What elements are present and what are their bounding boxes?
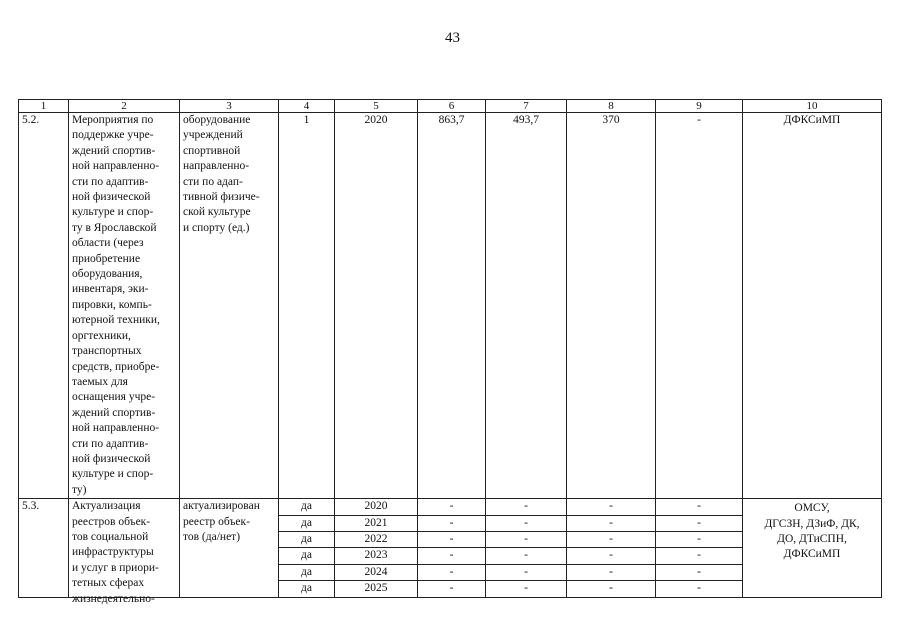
text-line: культуре и спор- (72, 206, 154, 219)
header-row (19, 100, 882, 113)
year-cell: 2022 (335, 531, 418, 547)
funding-col-7: - (486, 515, 567, 531)
text-line: спортивной (183, 144, 241, 157)
header-col-2: 2 (69, 100, 180, 113)
text-line: ной физической (72, 452, 151, 465)
text-line: ской культуре (183, 206, 251, 219)
indicator-name (180, 499, 279, 597)
text-line: инфраструктуры (72, 546, 154, 559)
text-line: актуализирован (183, 500, 260, 513)
year-cell: 2024 (335, 564, 418, 580)
funding-col-9: - (656, 531, 743, 547)
funding-total: - (418, 548, 486, 564)
header-col-8: 8 (567, 100, 656, 113)
header-col-10: 10 (743, 100, 882, 113)
year-cell: 2021 (335, 515, 418, 531)
text-line: тивной физиче- (183, 191, 260, 204)
text-line: ной направленно- (72, 160, 160, 173)
funding-col-8: - (567, 564, 656, 580)
funding-col-9: - (656, 581, 743, 597)
text-line: ту) (72, 483, 87, 496)
text-line: сти по адап- (183, 175, 243, 188)
text-line: жизнедеятельно- (72, 592, 155, 605)
funding-total: - (418, 564, 486, 580)
funding-col-8: - (567, 548, 656, 564)
funding-total: - (418, 581, 486, 597)
funding-col-7: - (486, 499, 567, 515)
funding-col-8: - (567, 581, 656, 597)
year-cell: 2020 (335, 499, 418, 515)
text-line: ной направленно- (72, 422, 160, 435)
target-value: да (279, 581, 335, 597)
text-line: реестров объек- (72, 515, 151, 528)
text-line: поддержке учре- (72, 129, 154, 142)
header-col-9: 9 (656, 100, 743, 113)
funding-total: - (418, 515, 486, 531)
text-line: ютерной техники, (72, 314, 160, 327)
funding-col-8: - (567, 531, 656, 547)
target-value: да (279, 548, 335, 564)
text-line: сти по адаптив- (72, 437, 149, 450)
funding-total: - (418, 531, 486, 547)
text-line: оборудование (183, 114, 251, 126)
text-line: ждений спортив- (72, 144, 156, 157)
funding-col-8: - (567, 515, 656, 531)
responsible-executor: ДФКСиМП (743, 113, 882, 499)
text-line: и услуг в приори- (72, 561, 159, 574)
text-line: учреждений (183, 129, 243, 142)
funding-col-9: - (656, 564, 743, 580)
header-col-7: 7 (486, 100, 567, 113)
text-line: Актуализация (72, 500, 141, 513)
measure-name (69, 113, 180, 499)
funding-col-9: - (656, 548, 743, 564)
funding-col-7: - (486, 581, 567, 597)
funding-col-7: 493,7 (486, 113, 567, 499)
text-line: инвентаря, эки- (72, 283, 149, 296)
year-cell: 2020 (335, 113, 418, 499)
text-line: тов социальной (72, 530, 149, 543)
header-col-1: 1 (19, 100, 69, 113)
funding-col-9: - (656, 515, 743, 531)
text-line: оснащения учре- (72, 391, 156, 404)
row-number: 5.3. (19, 499, 69, 597)
funding-col-7: - (486, 531, 567, 547)
header-col-3: 3 (180, 100, 279, 113)
target-value: да (279, 515, 335, 531)
funding-total: - (418, 499, 486, 515)
year-cell: 2023 (335, 548, 418, 564)
text-line: ждений спортив- (72, 406, 156, 419)
funding-col-7: - (486, 564, 567, 580)
funding-col-8: 370 (567, 113, 656, 499)
header-col-4: 4 (279, 100, 335, 113)
funding-col-7: - (486, 548, 567, 564)
target-value: да (279, 531, 335, 547)
text-line: транспортных (72, 345, 142, 358)
target-value: 1 (279, 113, 335, 499)
text-line: оргтехники, (72, 329, 131, 342)
indicator-name (180, 113, 279, 499)
header-col-6: 6 (418, 100, 486, 113)
funding-col-8: - (567, 499, 656, 515)
text-line: ДО, ДТиСПН, (777, 532, 847, 545)
text-line: таемых для (72, 375, 128, 388)
text-line: ОМСУ, (794, 502, 830, 515)
target-value: да (279, 499, 335, 515)
text-line: культуре и спор- (72, 468, 154, 481)
text-line: направленно- (183, 160, 250, 173)
measure-name (69, 499, 180, 605)
text-line: тетных сферах (72, 577, 145, 590)
text-line: тов (да/нет) (183, 530, 241, 543)
responsible-executor (743, 499, 882, 597)
funding-total: 863,7 (418, 113, 486, 499)
table-row-5-3 (19, 499, 882, 515)
target-value: да (279, 564, 335, 580)
row-number: 5.2. (19, 113, 69, 499)
text-line: ной физической (72, 191, 151, 204)
text-line: области (через (72, 237, 144, 250)
text-line: ДФКСиМП (783, 548, 841, 561)
table-row-5-2 (19, 113, 882, 499)
text-line: приобретение (72, 252, 141, 265)
text-line: реестр объек- (183, 515, 250, 528)
header-col-5: 5 (335, 100, 418, 113)
funding-col-9: - (656, 499, 743, 515)
text-line: и спорту (ед.) (183, 221, 250, 234)
text-line: средств, приобре- (72, 360, 160, 373)
text-line: пировки, компь- (72, 298, 152, 311)
page-number: 43 (445, 30, 460, 46)
year-cell: 2025 (335, 581, 418, 597)
text-line: оборудования, (72, 268, 143, 281)
text-line: сти по адаптив- (72, 175, 149, 188)
text-line: ДГСЗН, ДЗиФ, ДК, (764, 517, 860, 530)
funding-col-9: - (656, 113, 743, 499)
measures-table (18, 99, 882, 605)
text-line: Мероприятия по (72, 114, 154, 126)
text-line: ту в Ярославской (72, 221, 157, 234)
